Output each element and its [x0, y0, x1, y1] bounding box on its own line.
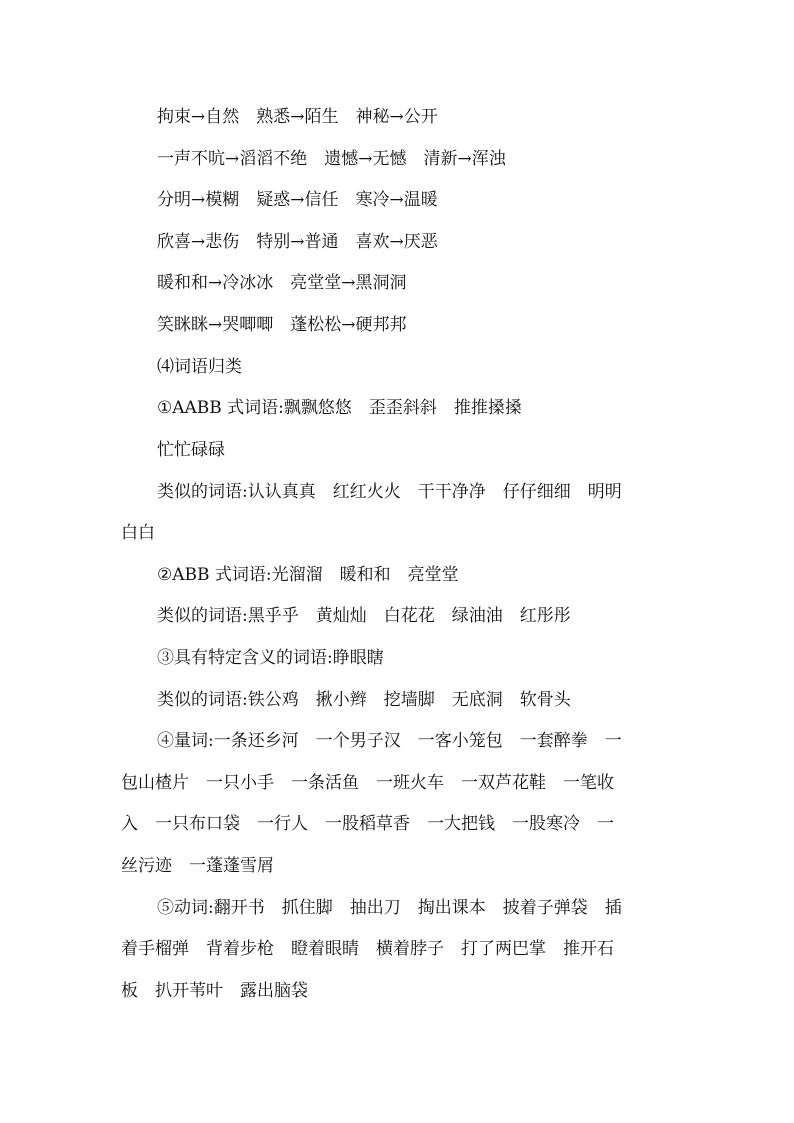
measure-words-line-1: ④量词:一条还乡河 一个男子汉 一客小笼包 一套醉拳 一: [157, 731, 622, 751]
antonym-line-4: 欣喜→悲伤 特别→普通 喜欢→厌恶: [157, 232, 438, 252]
aabb-similar-continuation: 白白: [121, 523, 155, 543]
verbs-line-3: 板 扒开苇叶 露出脑袋: [121, 981, 308, 1001]
antonym-line-3: 分明→模糊 疑惑→信任 寒冷→温暖: [157, 190, 438, 210]
aabb-continuation: 忙忙碌碌: [157, 440, 225, 460]
antonym-line-5: 暖和和→冷冰冰 亮堂堂→黑洞洞: [157, 273, 407, 293]
antonym-line-1: 拘束→自然 熟悉→陌生 神秘→公开: [157, 107, 438, 127]
section-title: ⑷词语归类: [157, 357, 242, 377]
antonym-line-6: 笑眯眯→哭唧唧 蓬松松→硬邦邦: [157, 315, 407, 335]
abb-heading: ②ABB 式词语:光溜溜 暖和和 亮堂堂: [157, 565, 459, 585]
aabb-similar: 类似的词语:认认真真 红红火火 干干净净 仔仔细细 明明: [157, 482, 622, 502]
measure-words-line-4: 丝污迹 一蓬蓬雪屑: [121, 856, 274, 876]
verbs-line-1: ⑤动词:翻开书 抓住脚 抽出刀 掏出课本 披着子弹袋 插: [157, 898, 622, 918]
measure-words-line-3: 入 一只布口袋 一行人 一股稻草香 一大把钱 一股寒冷 一: [121, 814, 614, 834]
verbs-line-2: 着手榴弹 背着步枪 瞪着眼睛 横着脖子 打了两巴掌 推开石: [121, 939, 614, 959]
special-meaning-heading: ③具有特定含义的词语:睁眼瞎: [157, 648, 384, 668]
antonym-line-2: 一声不吭→滔滔不绝 遗憾→无憾 清新→浑浊: [157, 149, 506, 169]
special-meaning-similar: 类似的词语:铁公鸡 揪小辫 挖墙脚 无底洞 软骨头: [157, 690, 571, 710]
measure-words-line-2: 包山楂片 一只小手 一条活鱼 一班火车 一双芦花鞋 一笔收: [121, 773, 614, 793]
abb-similar: 类似的词语:黑乎乎 黄灿灿 白花花 绿油油 红彤彤: [157, 606, 571, 626]
aabb-heading: ①AABB 式词语:飘飘悠悠 歪歪斜斜 推推搡搡: [157, 398, 522, 418]
